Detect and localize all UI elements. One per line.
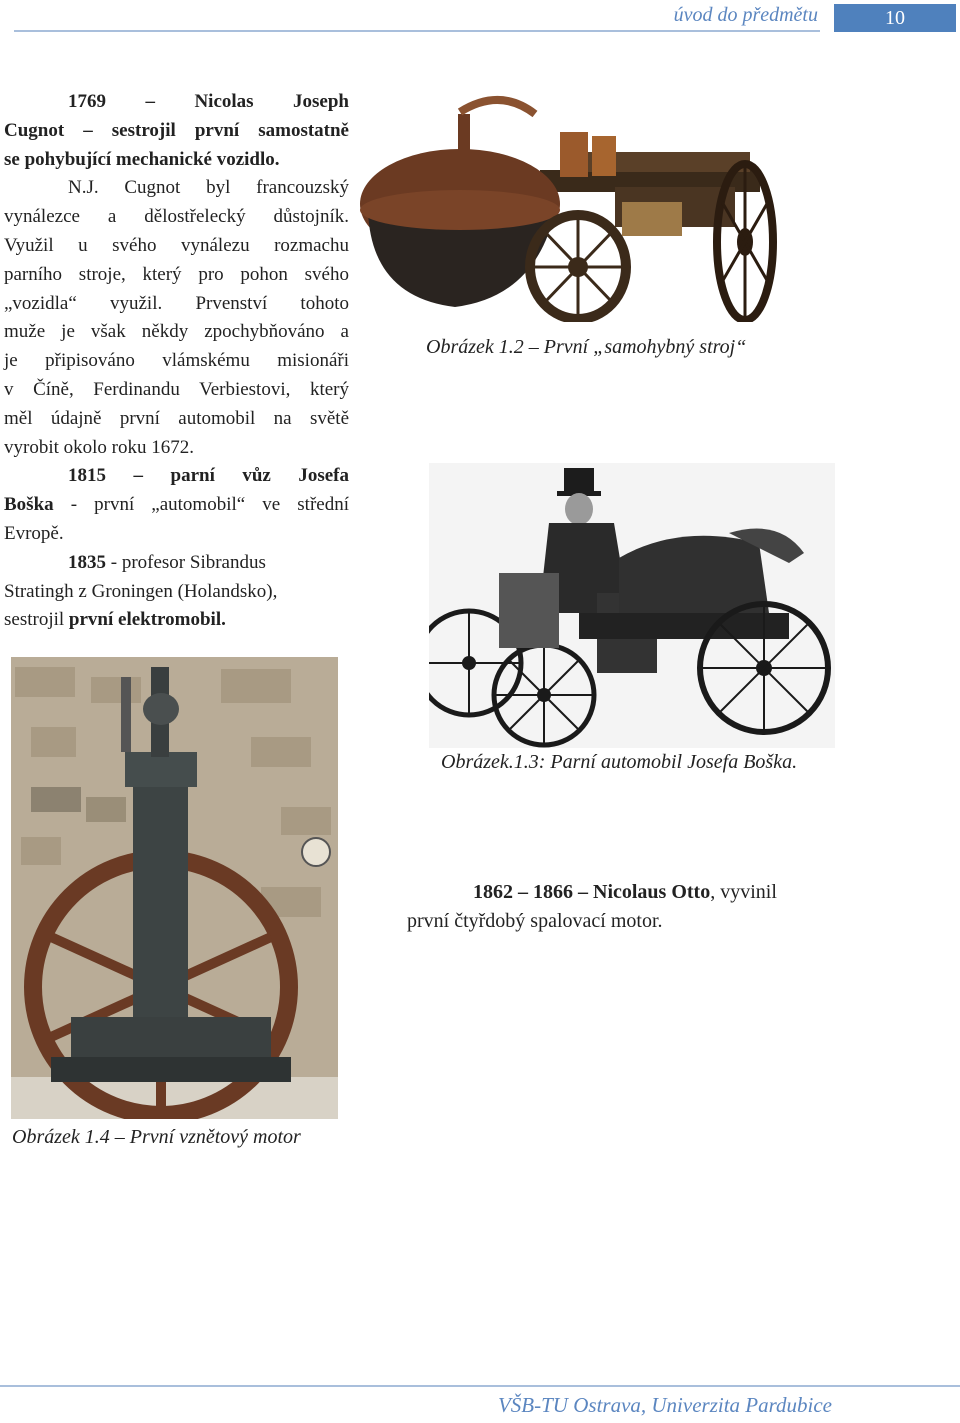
para-cugnot-line5: „vozidla“ využil. Prvenství tohoto bbox=[4, 292, 349, 314]
figure-1-3-caption: Obrázek.1.3: Parní automobil Josefa Boška. bbox=[441, 751, 798, 773]
para-1815-line2-rest: - první „automobil“ ve střední bbox=[53, 494, 349, 516]
para-1769-line2: Cugnot – sestrojil první samostatně bbox=[4, 119, 349, 141]
page-number-box bbox=[834, 4, 956, 32]
otto-line1-rest: , vyvinil bbox=[710, 881, 777, 903]
otto-line1 bbox=[407, 878, 827, 907]
para-cugnot-line8: v Číně, Ferdinandu Verbiestovi, který bbox=[4, 378, 349, 400]
para-1835-line3 bbox=[4, 606, 349, 635]
running-header-title: úvod do předmětu bbox=[673, 4, 818, 26]
electromobile-term: první elektromobil. bbox=[68, 609, 226, 631]
para-1769-line3: se pohybující mechanické vozidlo. bbox=[4, 148, 280, 170]
para-1815-line3: Evropě. bbox=[4, 522, 64, 544]
para-cugnot-line4: parního stroje, který pro pohon svého bbox=[4, 263, 349, 285]
para-cugnot-line1: N.J. Cugnot byl francouzský bbox=[68, 177, 349, 199]
para-1815-line2 bbox=[4, 491, 349, 520]
figure-1-4-caption: Obrázek 1.4 – První vznětový motor bbox=[12, 1126, 301, 1148]
otto-line2: první čtyřdobý spalovací motor. bbox=[407, 910, 663, 932]
para-1835-line2: Stratingh z Groningen (Holandsko), bbox=[4, 580, 278, 602]
para-1835-line1-rest: - profesor Sibrandus bbox=[106, 551, 266, 573]
year-1835: 1835 bbox=[68, 551, 106, 573]
para-1835-line1 bbox=[4, 549, 349, 578]
para-cugnot-line3: Využil u svého vynálezu rozmachu bbox=[4, 234, 349, 256]
otto-paragraph bbox=[407, 878, 827, 936]
figure-1-2-caption: Obrázek 1.2 – První „samohybný stroj“ bbox=[426, 336, 747, 358]
footer-institution: VŠB-TU Ostrava, Univerzita Pardubice bbox=[497, 1393, 832, 1417]
cugnot-vehicle-photo bbox=[360, 92, 784, 322]
diesel-engine-photo bbox=[11, 657, 338, 1119]
para-cugnot-line2: vynálezce a dělostřelecký důstojník. bbox=[4, 206, 349, 228]
otto-dates-name: 1862 – 1866 – Nicolaus Otto bbox=[473, 881, 711, 903]
footer-rule bbox=[0, 1385, 960, 1387]
header-rule bbox=[14, 30, 820, 32]
bosek-name: Boška bbox=[4, 494, 54, 516]
para-cugnot-line6: muže je však někdy zpochybňováno a bbox=[4, 321, 349, 343]
para-cugnot-line9: měl údajně první automobil na světě bbox=[4, 407, 349, 429]
bozek-steam-car-photo bbox=[429, 463, 835, 748]
page-number: 10 bbox=[885, 7, 905, 29]
para-1815-line1: 1815 – parní vůz Josefa bbox=[68, 465, 349, 487]
text-column bbox=[4, 88, 349, 635]
para-cugnot-line10: vyrobit okolo roku 1672. bbox=[4, 436, 194, 458]
para-1835-line3-normal: sestrojil bbox=[4, 609, 69, 631]
para-1769-line1: 1769 – Nicolas Joseph bbox=[68, 91, 349, 112]
para-cugnot-line7: je připisováno vlámskému misionáři bbox=[4, 350, 349, 372]
